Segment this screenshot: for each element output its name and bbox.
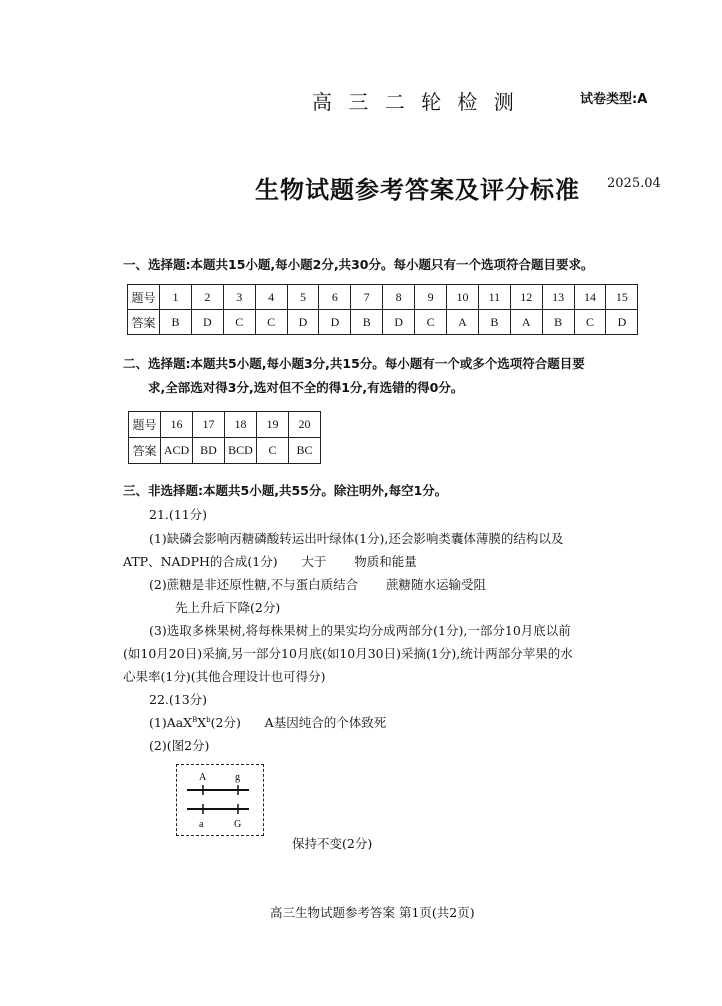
table-cell: BC xyxy=(289,438,321,464)
section2-answer-table xyxy=(128,411,321,464)
table-cell: 1 xyxy=(160,285,192,310)
table-cell: 19 xyxy=(257,412,289,438)
q22-p1-prefix: (1)AaX xyxy=(149,715,193,730)
table-row xyxy=(128,310,638,335)
q22-p1-mid: X xyxy=(197,715,207,730)
table-cell: B xyxy=(351,310,383,335)
table-cell: 16 xyxy=(161,412,193,438)
table-cell: BD xyxy=(193,438,225,464)
table-cell: 15 xyxy=(606,285,638,310)
table-header-cell: 答案 xyxy=(128,310,160,335)
table-cell: C xyxy=(574,310,606,335)
table-cell: A xyxy=(447,310,479,335)
table-cell: BCD xyxy=(225,438,257,464)
table-cell: D xyxy=(606,310,638,335)
chromosome-diagram-svg xyxy=(177,765,263,835)
table-cell: D xyxy=(319,310,351,335)
table-cell: 12 xyxy=(510,285,542,310)
section1-heading: 一、选择题:本题共15小题,每小题2分,共30分。每小题只有一个选项符合题目要求。 xyxy=(123,257,594,272)
exam-title: 高 三 二 轮 检 测 xyxy=(312,90,519,114)
table-cell: 14 xyxy=(574,285,606,310)
table-cell: D xyxy=(191,310,223,335)
q21-p3-line2: (如10月20日)采摘,另一部分10月底(如10月30日)采摘(1分),统计两部分苹果的水 xyxy=(123,646,573,661)
table-cell: 17 xyxy=(193,412,225,438)
table-header-cell: 题号 xyxy=(128,285,160,310)
table-cell: 20 xyxy=(289,412,321,438)
table-cell: B xyxy=(542,310,574,335)
table-cell: C xyxy=(257,438,289,464)
table-cell: 3 xyxy=(223,285,255,310)
table-cell: D xyxy=(287,310,319,335)
q22-p1 xyxy=(149,713,386,731)
q21-p1-line1: (1)缺磷会影响丙糖磷酸转运出叶绿体(1分),还会影响类囊体薄膜的结构以及 xyxy=(149,531,564,546)
table-cell: B xyxy=(160,310,192,335)
q22-p2: (2)(图2分) xyxy=(149,738,210,753)
table-header-cell: 答案 xyxy=(129,438,161,464)
diagram-label-A: A xyxy=(199,772,207,783)
q22-p1-suffix: (2分) A基因纯合的个体致死 xyxy=(210,715,387,730)
table-cell: 18 xyxy=(225,412,257,438)
q22-p2-after: 保持不变(2分) xyxy=(292,836,373,851)
q21-number: 21.(11分) xyxy=(149,507,208,522)
q21-p3-line3: 心果率(1分)(其他合理设计也可得分) xyxy=(123,669,326,684)
table-cell: 5 xyxy=(287,285,319,310)
section3-heading: 三、非选择题:本题共5小题,共55分。除注明外,每空1分。 xyxy=(123,483,448,498)
page-title: 生物试题参考答案及评分标准 xyxy=(255,175,580,204)
table-row xyxy=(129,438,321,464)
paper-type: 试卷类型:A xyxy=(580,92,648,107)
q22-p1-sup1: B xyxy=(192,715,198,724)
table-cell: 2 xyxy=(191,285,223,310)
table-cell: D xyxy=(383,310,415,335)
section2-heading-line2: 求,全部选对得3分,选对但不全的得1分,有选错的得0分。 xyxy=(148,380,464,395)
q22-number: 22.(13分) xyxy=(149,692,208,707)
table-cell: C xyxy=(223,310,255,335)
table-cell: 9 xyxy=(415,285,447,310)
page-footer: 高三生物试题参考答案 第1页(共2页) xyxy=(270,905,475,920)
table-row xyxy=(129,412,321,438)
table-cell: 8 xyxy=(383,285,415,310)
q21-p3-line1: (3)选取多株果树,将每株果树上的果实均分成两部分(1分),一部分10月底以前 xyxy=(149,623,571,638)
table-cell: 11 xyxy=(478,285,510,310)
table-header-cell: 题号 xyxy=(129,412,161,438)
q21-p2-line1: (2)蔗糖是非还原性糖,不与蛋白质结合 蔗糖随水运输受阻 xyxy=(149,577,486,592)
diagram-label-g: g xyxy=(235,772,240,783)
table-cell: 6 xyxy=(319,285,351,310)
table-cell: C xyxy=(415,310,447,335)
q21-p2-line2: 先上升后下降(2分) xyxy=(175,600,281,615)
table-row xyxy=(128,285,638,310)
q21-p1-line2: ATP、NADPH的合成(1分) 大于 物质和能量 xyxy=(123,554,417,569)
table-cell: ACD xyxy=(161,438,193,464)
table-cell: A xyxy=(510,310,542,335)
table-cell: 10 xyxy=(447,285,479,310)
table-cell: C xyxy=(255,310,287,335)
table-cell: 13 xyxy=(542,285,574,310)
q22-p1-sup2: b xyxy=(206,715,211,724)
chromosome-diagram xyxy=(176,764,264,836)
diagram-label-G: G xyxy=(234,819,242,830)
date: 2025.04 xyxy=(607,176,661,191)
section1-answer-table xyxy=(127,284,638,335)
table-cell: B xyxy=(478,310,510,335)
diagram-label-a: a xyxy=(199,819,204,830)
table-cell: 7 xyxy=(351,285,383,310)
section2-heading-line1: 二、选择题:本题共5小题,每小题3分,共15分。每小题有一个或多个选项符合题目要 xyxy=(123,356,585,371)
table-cell: 4 xyxy=(255,285,287,310)
